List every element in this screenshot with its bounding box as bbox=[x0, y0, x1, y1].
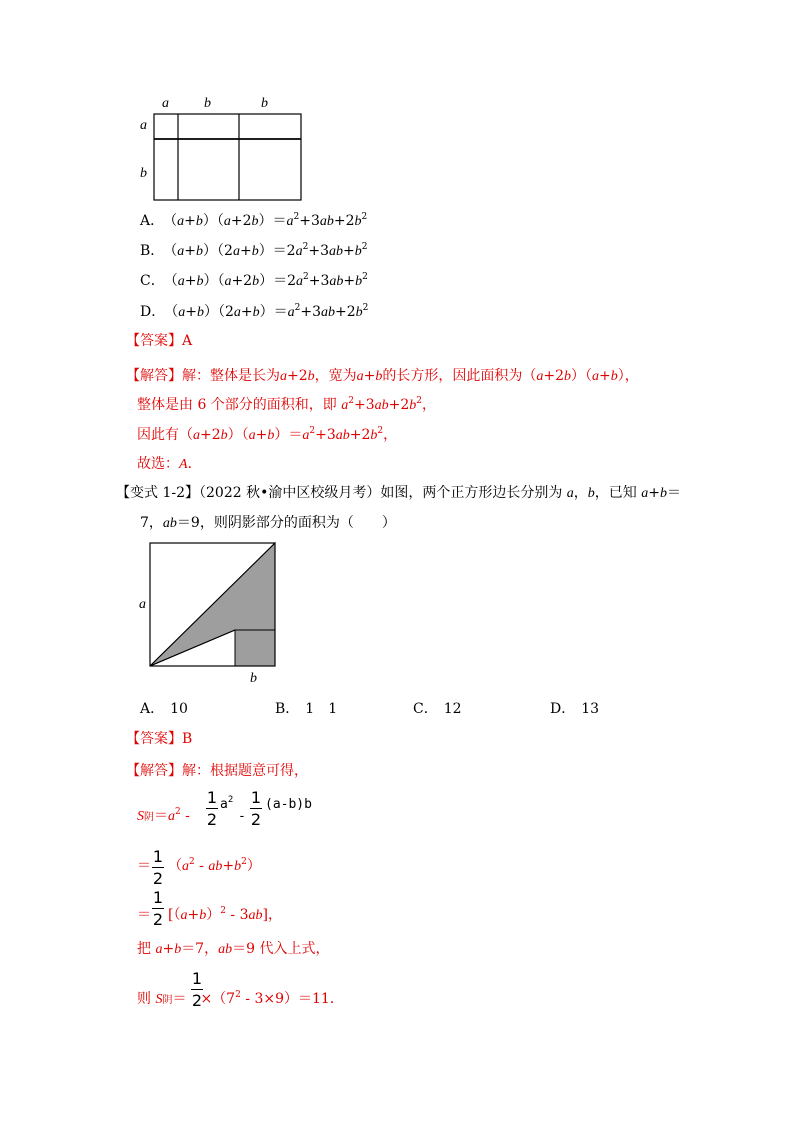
question-2-stem-line-1: 【变式 1-2】（2022 秋•渝中区校级月考）如图，两个正方形边长分别为 a，b，已知 a+b＝ bbox=[116, 485, 681, 501]
q1-option-c[interactable]: C． $(a+b)(a+2b)=2a^2+3ab+b^2$ bbox=[140, 272, 368, 289]
solution-2-s-shade: S阴$=a^2$ - bbox=[137, 807, 190, 824]
solution-1-line-3: 因此有$(a+2b)(a+b)=a^2+3ab+2b^2$， bbox=[137, 426, 398, 443]
solution-2-line-4: ＝ $[(a+b)^2 - 3ab]$， bbox=[137, 906, 282, 923]
q1-option-d[interactable]: D． $(a+b)(2a+b)=a^2+3ab+2b^2$ bbox=[140, 303, 369, 320]
fig1-label-left-b: b bbox=[140, 166, 147, 181]
q2-option-d[interactable]: D． 13 bbox=[550, 701, 600, 717]
fig1-label-top-a: a bbox=[162, 96, 169, 111]
term-a-squared: $a^2$ bbox=[220, 795, 234, 812]
fig1-label-left-a: a bbox=[140, 118, 147, 133]
squares-diagram bbox=[146, 540, 280, 670]
q1-option-a[interactable]: A． $(a+b)(a+2b)=a^2+3ab+2b^2$ bbox=[140, 212, 368, 229]
q2-option-c[interactable]: C． 12 bbox=[413, 701, 462, 717]
term-a-minus-b-times-b: (a-b)b bbox=[265, 797, 312, 812]
solution-2-line-3: ＝ $(a^2 - ab+b^2)$ bbox=[137, 857, 261, 874]
solution-2-line-1: 【解答】解：根据题意可得， bbox=[126, 763, 308, 779]
fig1-label-top-b2: b bbox=[261, 96, 268, 111]
fraction-half-2: 1 2 bbox=[250, 788, 262, 829]
q2-option-a[interactable]: A． 10 bbox=[140, 701, 188, 717]
solution-2-line-5: 把 a+b＝7，ab＝9 代入上式， bbox=[137, 941, 330, 957]
fraction-half-4: 1 2 bbox=[152, 888, 164, 929]
fig1-label-top-b1: b bbox=[204, 96, 211, 111]
question-2-stem-line-2: 7，ab＝9，则阴影部分的面积为（ ） bbox=[140, 515, 396, 531]
fraction-half-5: 1 2 bbox=[191, 969, 203, 1010]
question-2-tag: 【变式 1-2】 bbox=[116, 485, 199, 501]
solution-2-line-6: 则 S阴＝ $\times(7^2 - 3\times 9)=11$． bbox=[137, 990, 344, 1007]
answer-2: 【答案】B bbox=[126, 731, 193, 747]
q1-option-b[interactable]: B． $(a+b)(2a+b)=2a^2+3ab+b^2$ bbox=[140, 242, 368, 259]
solution-1-line-1: 【解答】解：整体是长为a+2b，宽为a+b的长方形，因此面积为（a+2b）（a+b）， bbox=[126, 368, 639, 384]
fraction-half-3: 1 2 bbox=[152, 847, 164, 888]
answer-1: 【答案】A bbox=[126, 333, 193, 349]
question-2-source: （2022 秋•渝中区校级月考） bbox=[199, 485, 381, 501]
rectangle-grid-diagram bbox=[150, 110, 305, 205]
minus-sign: - bbox=[238, 809, 246, 824]
q2-option-b[interactable]: B． 1 1 bbox=[275, 701, 338, 717]
fig2-label-b: b bbox=[250, 671, 257, 686]
fig2-label-a: a bbox=[139, 597, 146, 612]
solution-1-line-4: 故选：A． bbox=[137, 456, 202, 472]
fraction-half-1: 1 2 bbox=[206, 788, 218, 829]
solution-1-line-2: 整体是由 6 个部分的面积和，即 $a^2+3ab+2b^2$， bbox=[137, 396, 437, 413]
